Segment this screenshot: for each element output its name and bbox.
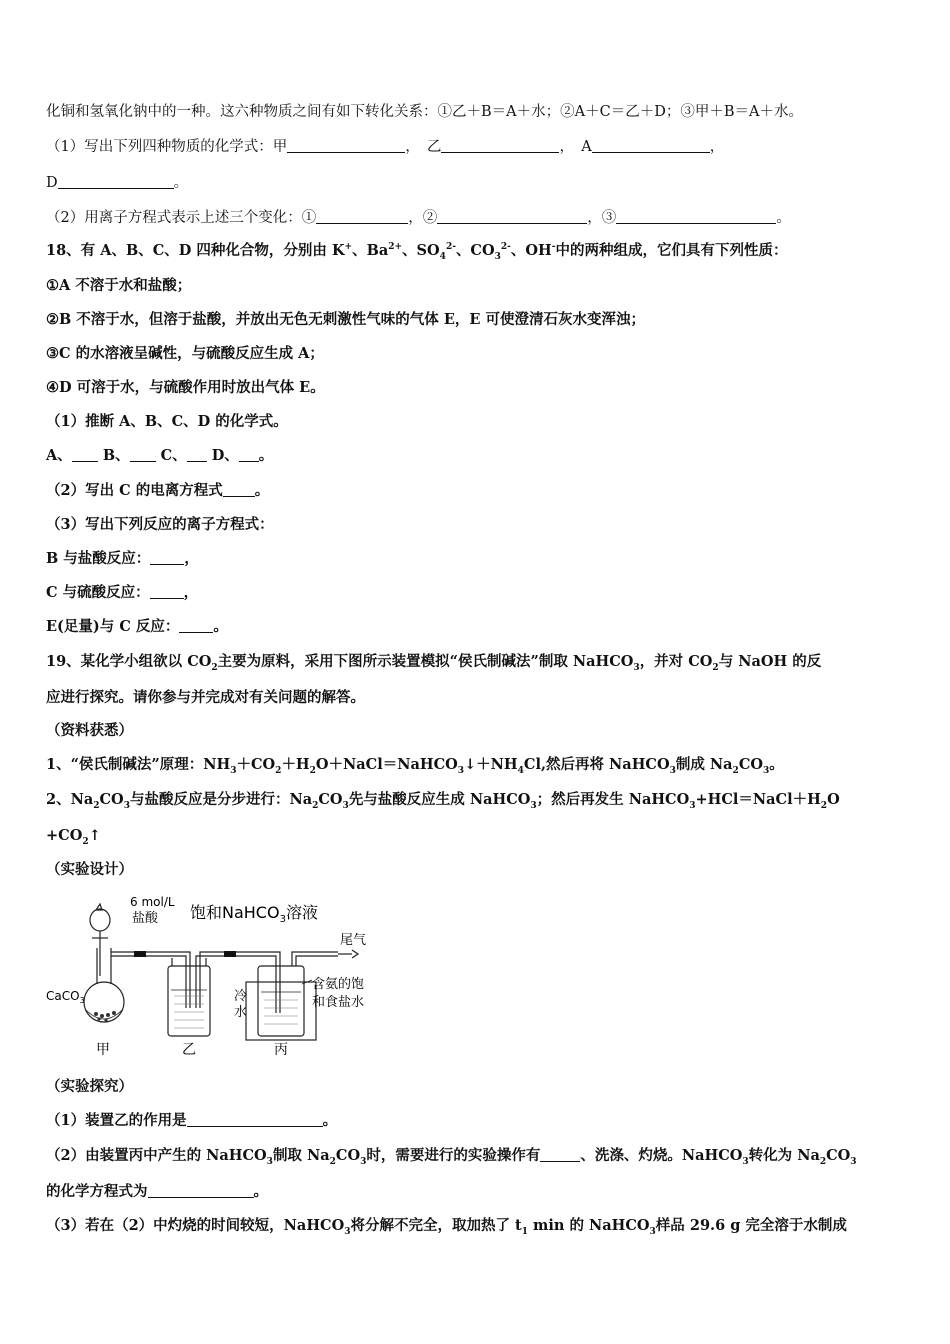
q19-explore-title: （实验探究） — [46, 1078, 133, 1095]
q18-property-2: ②B 不溶于水，但溶于盐酸，并放出无色无刺激性气味的气体 E，E 可使澄清石灰水变浑浊； — [46, 311, 645, 328]
q17-line1: 化铜和氢氧化钠中的一种。这六种物质之间有如下转化关系：①乙＋B＝A＋水；②A＋C＝乙＋D；③甲＋B＝A＋水。 — [46, 104, 803, 120]
label-saturated-solution: 饱和NaHCO$_3$溶液 — [190, 903, 318, 925]
label-cold-water-2: 水 — [234, 1005, 248, 1020]
q17-part2: （2）用离子方程式表示上述三个变化：① ，② ，③ 。 — [46, 210, 791, 226]
label-ammonia-brine-1: 含氨的饱 — [312, 977, 365, 992]
label-acid: 盐酸 — [132, 911, 159, 926]
label-caco3: CaCO$_3$ — [46, 989, 85, 1005]
q19-stem-line2: 应进行探究。请你参与并完成对有关问题的解答。 — [46, 689, 365, 706]
answer-blank — [316, 209, 408, 224]
apparatus-figure — [40, 888, 380, 1058]
q19-explore-3: （3）若在（2）中灼烧的时间较短，NaHCO$_3$将分解不完全，取加热了 $t_1$ min 的 NaHCO$_3$样品 29.6 g 完全溶于水制成 — [46, 1217, 847, 1237]
answer-blank — [592, 138, 710, 153]
answer-blank — [223, 482, 255, 497]
label-acid-concentration: 6 mol/L — [130, 895, 175, 909]
answer-blank — [287, 138, 405, 153]
q18-stem: 18、有 A、B、C、D 四种化合物，分别由 K+、$Ba^{2+}$、$SO_4^{2-}$、$CO_3^{2-}$、OH-中的两种组成，它们具有下列性质： — [46, 242, 788, 262]
answer-blank — [179, 618, 213, 633]
label-apparatus-bing: 丙 — [274, 1042, 288, 1058]
answer-blank — [72, 447, 98, 462]
answer-blank — [437, 209, 587, 224]
answer-blank — [187, 1112, 323, 1127]
answer-blank — [239, 447, 259, 462]
q19-stem-line1: 19、某化学小组欲以 $CO_2$主要为原料，采用下图所示装置模拟“侯氏制碱法”制取 NaHCO$_3$，并对 $CO_2$与 NaOH 的反 — [46, 653, 822, 673]
label-tail-gas: 尾气 — [340, 933, 367, 948]
label-apparatus-jia: 甲 — [96, 1042, 110, 1058]
answer-blank — [150, 550, 184, 565]
answer-blank — [130, 447, 156, 462]
q18-reaction-1: B 与盐酸反应： ， — [46, 550, 199, 567]
q17-part1: （1）写出下列四种物质的化学式：甲 ， 乙 ， A ， — [46, 139, 725, 155]
label-ammonia-brine-2: 和食盐水 — [312, 995, 365, 1010]
q18-property-1: ①A 不溶于水和盐酸； — [46, 277, 192, 294]
q18-property-3: ③C 的水溶液呈碱性，与硫酸反应生成 A； — [46, 345, 324, 362]
apparatus-diagram — [40, 888, 380, 1058]
q19-info-title: （资料获悉） — [46, 722, 133, 739]
q18-sub1: （1）推断 A、B、C、D 的化学式。 — [46, 413, 288, 430]
q18-sub1-answers: A、 B、 C、 D、 。 — [46, 447, 274, 464]
q19-explore-2: （2）由装置丙中产生的 NaHCO$_3$制取 $Na_2CO_3$时，需要进行的实验操作有 、洗涤、灼烧。NaHCO$_3$转化为 $Na_2CO_3$ — [46, 1147, 857, 1167]
q19-info-2: 2、$Na_2CO_3$与盐酸反应是分步进行：$Na_2CO_3$先与盐酸反应生成 NaHCO$_3$；然后再发生 $NaHCO_3+HCl=NaCl+H_2O$ — [46, 791, 840, 811]
q18-sub3: （3）写出下列反应的离子方程式： — [46, 516, 274, 533]
q17-part1-d: D 。 — [46, 175, 189, 191]
q18-property-4: ④D 可溶于水，与硫酸作用时放出气体 E。 — [46, 379, 325, 396]
q18-reaction-3: E(足量)与 C 反应： 。 — [46, 618, 228, 635]
answer-blank — [616, 209, 776, 224]
answer-blank — [540, 1147, 580, 1162]
answer-blank — [187, 447, 207, 462]
answer-blank — [150, 584, 184, 599]
q19-explore-1: （1）装置乙的作用是 。 — [46, 1112, 338, 1129]
answer-blank — [441, 138, 559, 153]
answer-blank — [58, 174, 174, 189]
label-cold-water-1: 冷 — [234, 989, 248, 1004]
q19-info-1: 1、“侯氏制碱法”原理：$NH_3+CO_2+H_2O+NaCl=NaHCO_3↓+NH_4Cl$,然后再将 NaHCO$_3$制成 $Na_2CO_3$。 — [46, 756, 784, 776]
q18-reaction-2: C 与硫酸反应： ， — [46, 584, 199, 601]
q19-design-title: （实验设计） — [46, 861, 133, 878]
q18-sub2: （2）写出 C 的电离方程式 。 — [46, 482, 270, 499]
q19-explore-2-cont: 的化学方程式为 。 — [46, 1183, 268, 1200]
label-apparatus-yi: 乙 — [182, 1042, 196, 1058]
q19-info-2-cont: $+CO_2↑$ — [46, 827, 101, 847]
answer-blank — [148, 1183, 254, 1198]
